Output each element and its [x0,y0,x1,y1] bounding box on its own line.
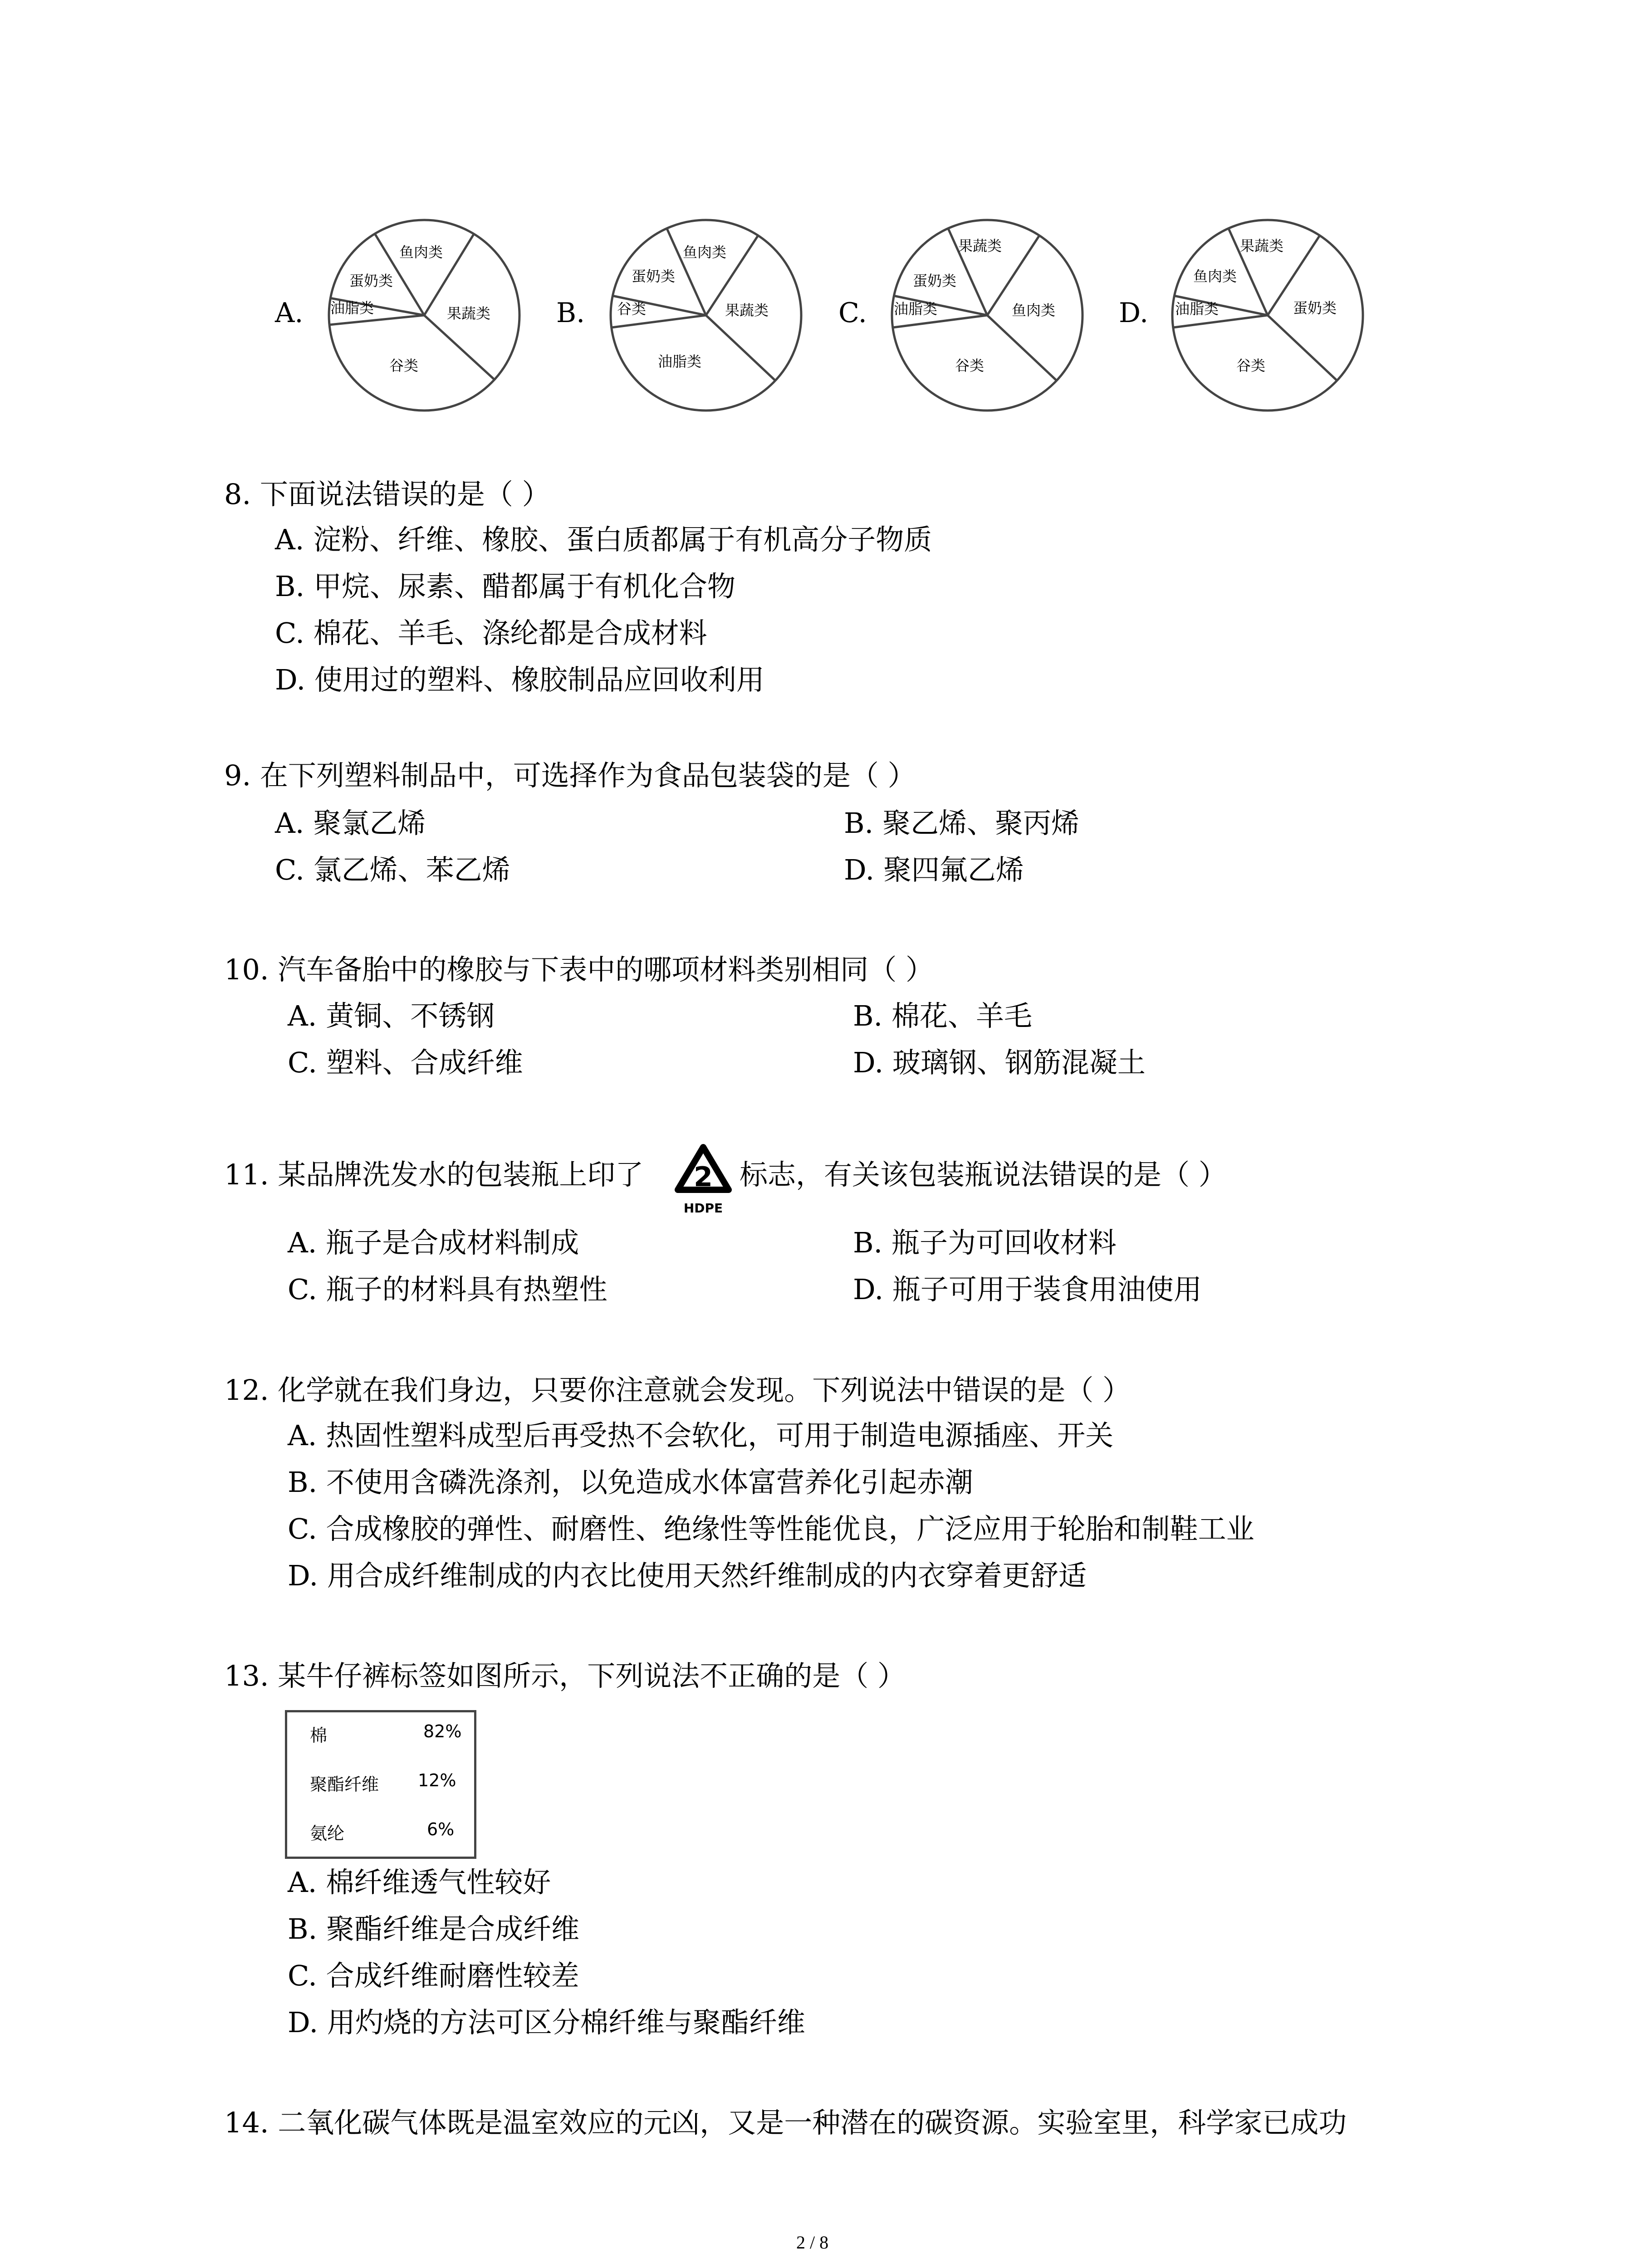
label-row-value: 12% [418,1770,456,1790]
pie-c-label: 鱼肉类 [1012,302,1056,319]
option-c-letter: C. [838,297,867,329]
q11-option-a: A. 瓶子是合成材料制成 [288,1226,579,1259]
q12-option-b: B. 不使用含磷洗涤剂，以免造成水体富营养化引起赤潮 [288,1466,973,1499]
label-row-value: 82% [423,1721,462,1741]
pie-a-sector-line [329,315,424,325]
pie-d-label: 鱼肉类 [1193,268,1237,285]
pie-b-label: 油脂类 [658,353,702,370]
q13-stem: 13. 某牛仔裤标签如图所示，下列说法不正确的是（ ） [224,1659,906,1692]
pie-d-label: 谷类 [1236,357,1266,374]
recycle-2-hdpe-icon [671,1141,735,1218]
q10-option-b: B. 棉花、羊毛 [853,999,1032,1032]
q13-option-d: D. 用灼烧的方法可区分棉纤维与聚酯纤维 [288,2006,805,2039]
q10-option-c: C. 塑料、合成纤维 [288,1046,523,1079]
pie-d-label: 果蔬类 [1240,237,1284,254]
q10-stem: 10. 汽车备胎中的橡胶与下表中的哪项材料类别相同（ ） [224,953,934,986]
pie-c-label: 果蔬类 [958,237,1002,254]
pie-b-label: 鱼肉类 [683,244,727,261]
jeans-label-box [285,1710,476,1859]
q8-option-c: C. 棉花、羊毛、涤纶都是合成材料 [275,616,707,650]
q9-option-b: B. 聚乙烯、聚丙烯 [844,807,1079,840]
pie-b-label: 谷类 [617,300,647,318]
label-row-value: 6% [427,1819,455,1839]
pie-d-label: 蛋奶类 [1293,299,1337,317]
q12-stem: 12. 化学就在我们身边，只要你注意就会发现。下列说法中错误的是（ ） [224,1374,1131,1407]
recycle-caption: HDPE [683,1201,723,1216]
pie-a-sector-line [424,315,495,380]
pie-charts [0,0,1641,454]
q13-option-a: A. 棉纤维透气性较好 [288,1866,551,1899]
option-d-letter: D. [1119,297,1149,329]
q9-option-a: A. 聚氯乙烯 [275,807,426,840]
pie-d-label: 油脂类 [1175,300,1219,318]
pie-a-label: 油脂类 [330,299,374,317]
pie-c-label: 油脂类 [894,300,938,318]
q12-option-d: D. 用合成纤维制成的内衣比使用天然纤维制成的内衣穿着更舒适 [288,1559,1087,1592]
page-number: 2 / 8 [796,2232,829,2253]
option-a-letter: A. [275,297,304,329]
q8-option-d: D. 使用过的塑料、橡胶制品应回收利用 [275,663,764,696]
pie-c-label: 蛋奶类 [913,272,957,289]
q9-option-d: D. 聚四氟乙烯 [844,853,1024,886]
q12-option-c: C. 合成橡胶的弹性、耐磨性、绝缘性等性能优良，广泛应用于轮胎和制鞋工业 [288,1512,1254,1545]
q12-option-a: A. 热固性塑料成型后再受热不会软化，可用于制造电源插座、开关 [288,1419,1114,1452]
q11-option-d: D. 瓶子可用于装食用油使用 [853,1273,1202,1306]
q10-option-a: A. 黄铜、不锈钢 [288,999,495,1032]
q9-option-c: C. 氯乙烯、苯乙烯 [275,853,510,886]
q8-stem: 8. 下面说法错误的是（ ） [224,478,550,511]
q9-stem: 9. 在下列塑料制品中，可选择作为食品包装袋的是（ ） [224,759,916,792]
pie-c-sector-line [987,315,1057,381]
q8-option-b: B. 甲烷、尿素、醋都属于有机化合物 [275,570,735,603]
pie-a-label: 果蔬类 [447,305,491,322]
q10-option-d: D. 玻璃钢、钢筋混凝土 [853,1046,1146,1079]
q11-stem-before: 11. 某品牌洗发水的包装瓶上印了 [224,1158,644,1191]
pie-a-label: 蛋奶类 [349,272,393,289]
q13-option-c: C. 合成纤维耐磨性较差 [288,1959,579,1992]
pie-c-label: 谷类 [955,357,985,374]
q11-option-c: C. 瓶子的材料具有热塑性 [288,1273,607,1306]
pie-a-label: 谷类 [389,357,419,374]
q14-stem: 14. 二氧化碳气体既是温室效应的元凶，又是一种潜在的碳资源。实验室里，科学家已成功 [224,2106,1347,2139]
pie-a-label: 鱼肉类 [399,244,443,261]
q11-option-b: B. 瓶子为可回收材料 [853,1226,1117,1259]
pie-b-label: 果蔬类 [725,302,769,319]
pie-b-label: 蛋奶类 [632,268,676,285]
label-row-name: 氨纶 [310,1823,345,1843]
q8-option-a: A. 淀粉、纤维、橡胶、蛋白质都属于有机高分子物质 [275,523,932,556]
pie-d-sector-line [1268,315,1337,381]
recycle-number: 2 [694,1161,713,1193]
q11-stem-after: 标志，有关该包装瓶说法错误的是（ ） [740,1158,1227,1191]
pie-b-sector-line [706,315,775,381]
label-row-name: 棉 [310,1725,328,1745]
label-row-name: 聚酯纤维 [310,1774,379,1794]
option-b-letter: B. [556,297,585,329]
q13-option-b: B. 聚酯纤维是合成纤维 [288,1912,579,1945]
